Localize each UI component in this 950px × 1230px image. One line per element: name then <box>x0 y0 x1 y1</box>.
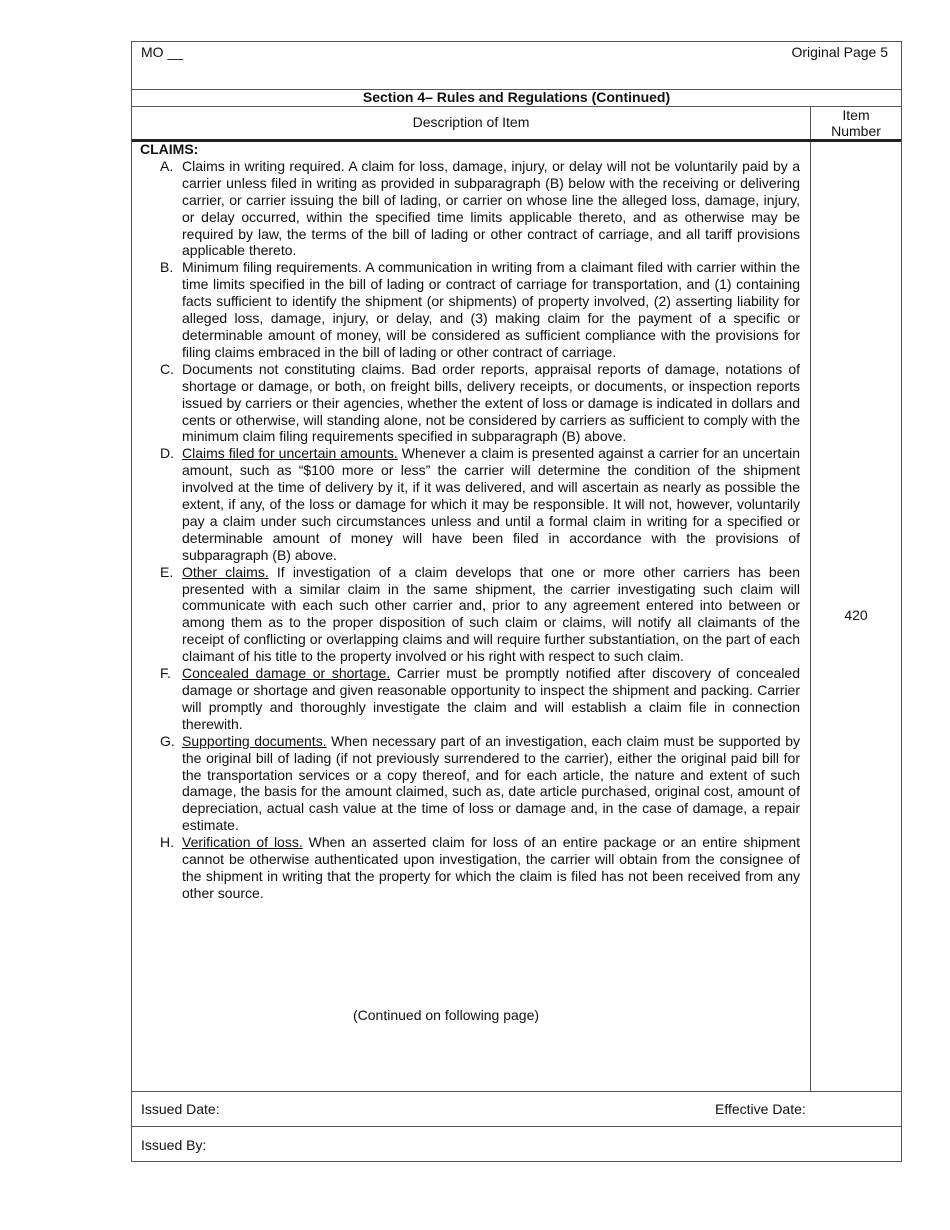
claim-letter: H. <box>160 834 174 851</box>
claims-list <box>140 158 800 902</box>
description-column-header: Description of Item <box>132 106 811 139</box>
claim-letter: G. <box>160 732 175 749</box>
issued-date-label: Issued Date: <box>141 1101 220 1117</box>
tariff-page-frame <box>131 41 902 1162</box>
item-header-line2: Number <box>831 123 881 139</box>
state-label: MO __ <box>141 44 184 60</box>
page-number: Original Page 5 <box>791 44 888 60</box>
claim-text: When necessary part of an investigation, each claim must be supported by the original bill of lading (if not previously surrendered to the carrier), either the original paid bill for the transportation services or a copy thereof, and for each article, the nature and extent of such damage, the basis for the amount claimed, such as, date article purchased, original cost, amount of depreciation, actual cash value at the time of loss or damage and, in the case of damage, a repair estimate. <box>182 732 800 834</box>
claim-letter: F. <box>160 665 171 682</box>
item-header-line1: Item <box>842 107 870 123</box>
issued-by-label: Issued By: <box>141 1137 207 1153</box>
claim-title: Supporting documents. <box>182 732 327 749</box>
claim-letter: D. <box>160 445 174 462</box>
claim-item <box>140 158 800 259</box>
claim-text: Documents not constituting claims. Bad order reports, appraisal reports of damage, notations of shortage or damage, or both, on freight bills, delivery receipts, or documents, or inspection reports issued by carriers or their agencies, whether the extent of loss or damage is indicated in dollars and cents or otherwise, will standing alone, not be considered by carriers as sufficient to comply with the minimum claim filing requirements specified in subparagraph (B) above. <box>182 360 800 445</box>
effective-date-label: Effective Date: <box>715 1101 806 1117</box>
footer-divider <box>132 1091 901 1092</box>
claim-title: Verification of loss. <box>182 834 303 851</box>
claim-item <box>140 564 800 665</box>
claim-title: Other claims. <box>182 563 269 580</box>
claim-text: Minimum filing requirements. A communication in writing from a claimant filed with carrier within the time limits specified in the bill of lading or contract of carriage for transportation, and (1) containing facts sufficient to identify the shipment (or shipments) of property involved, (2) asserting liability for alleged loss, damage, injury, or delay, and (3) making claim for the payment of a specific or determinable amount of money, will be considered as sufficient compliance with the provisions for filing claims embraced in the bill of lading or other contract of carriage. <box>182 259 800 360</box>
item-number-column-header <box>811 106 901 140</box>
claim-letter: A. <box>160 157 174 174</box>
claim-title: Concealed damage or shortage. <box>182 665 391 682</box>
item-number-value: 420 <box>844 607 868 623</box>
claims-content <box>140 141 800 902</box>
claim-letter: B. <box>160 259 174 276</box>
claim-item <box>140 361 800 446</box>
claim-text: Carrier must be promptly notified after discovery of concealed damage or shortage and given reasonable opportunity to inspect the shipment and packing. Carrier will promptly and thoroughly investigate the claim and will establish a claim file in connection therewith. <box>182 665 800 732</box>
claim-item <box>140 733 800 834</box>
footer-divider <box>132 1126 901 1127</box>
claim-text: Claims in writing required. A claim for loss, damage, injury, or delay will not be voluntarily paid by a carrier unless filed in writing as provided in subparagraph (B) below with the receiving or delivering carrier, or carrier issuing the bill of lading, or carrier on whose line the alleged loss, damage, injury, or delay occurred, within the specified time limits applicable thereto, and as otherwise may be required by law, the terms of the bill of lading or other contract of carriage, and all tariff provisions applicable thereto. <box>182 157 800 259</box>
claim-item <box>140 259 800 360</box>
claim-text: When an asserted claim for loss of an entire package or an entire shipment cannot be otherwise authenticated upon investigation, the carrier will obtain from the consignee of the shipment in writing that the property for which the claim is filed has not been received from any other source. <box>182 834 800 901</box>
continued-note: (Continued on following page) <box>353 1007 540 1023</box>
claim-text: If investigation of a claim develops that one or more other carriers has been presented with a similar claim in the same shipment, the carrier investigating such claim will communicate with each such other carrier and, prior to any agreement entered into between or among them as to the proper disposition of such claim or claims, will notify all claimants of the receipt of conflicting or overlapping claims and will require further substantiation, on the part of each claimant of his title to the property involved or his right with respect to such claim. <box>182 563 800 665</box>
claims-heading: CLAIMS: <box>140 141 199 157</box>
claim-letter: E. <box>160 563 174 580</box>
page-header <box>132 42 901 90</box>
claim-title: Claims filed for uncertain amounts. <box>182 445 398 462</box>
claim-item <box>140 834 800 902</box>
section-title: Section 4– Rules and Regulations (Continued) <box>132 89 901 107</box>
claim-item <box>140 445 800 563</box>
claim-item <box>140 665 800 733</box>
column-header-row <box>132 106 901 142</box>
claim-letter: C. <box>160 360 174 377</box>
claim-text: Whenever a claim is presented against a carrier for an uncertain amount, such as “$100 more or less” the carrier will determine the condition of the shipment involved at the time of delivery by it, if it was delivered, and will ascertain as nearly as possible the extent, if any, of the loss or damage for which it may be responsible. It will not, however, voluntarily pay a claim under such circumstances unless and until a formal claim in writing for a specified or determinable amount of money will have been filed in accordance with the provisions of subparagraph (B) above. <box>182 445 801 563</box>
